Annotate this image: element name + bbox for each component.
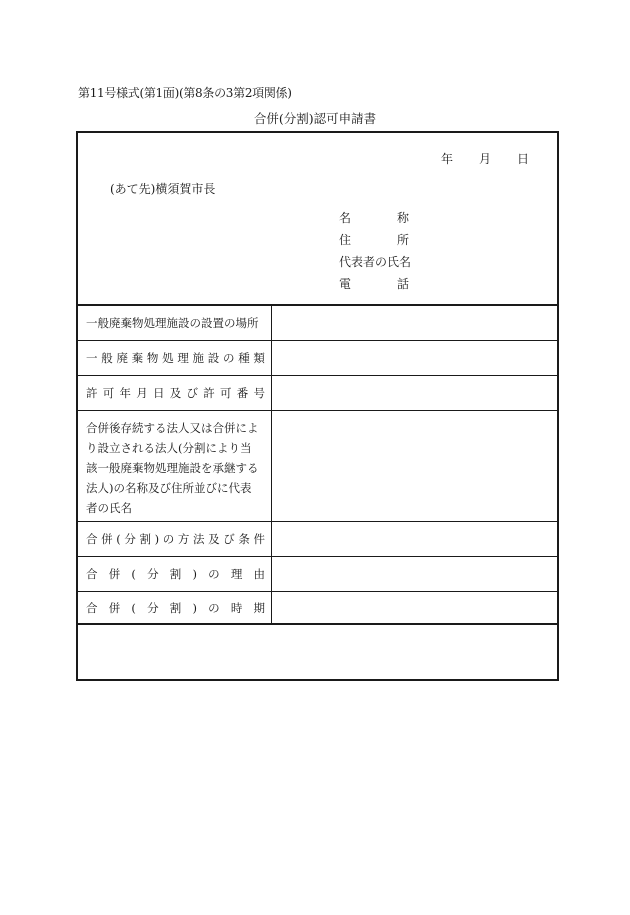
label-char: 合 <box>86 600 98 615</box>
applicant-address-field[interactable] <box>339 231 409 253</box>
successor-corporation-label <box>86 411 265 518</box>
month-label: 月 <box>478 152 491 166</box>
label-char: ( <box>116 532 121 546</box>
label-char: 分 <box>124 532 136 546</box>
label-char: 件 <box>253 532 265 546</box>
name-label-char: 称 <box>396 211 409 225</box>
label-char: 割 <box>139 532 151 546</box>
label-char: ) <box>154 532 160 546</box>
label-char: 合 <box>86 532 98 546</box>
merger-reason-label <box>86 557 265 591</box>
facility-type-label <box>86 341 265 375</box>
label-char: 般 <box>101 351 113 365</box>
label-char: 棄 <box>131 351 144 365</box>
label-char: ) <box>192 600 197 615</box>
applicant-name-field[interactable] <box>339 209 409 231</box>
label-char: 許 <box>203 386 215 400</box>
label-char: 日 <box>153 386 165 400</box>
label-char: の <box>222 351 235 365</box>
table-row <box>78 341 557 376</box>
row-label-cell <box>78 376 272 410</box>
table-row <box>78 522 557 557</box>
row-label-cell <box>78 592 272 623</box>
permit-date-number-field[interactable] <box>273 376 557 410</box>
row-label-cell <box>78 341 272 375</box>
label-char: 法 <box>193 532 205 546</box>
table-row <box>78 306 557 341</box>
label-char: 割 <box>169 567 182 581</box>
remarks-field[interactable] <box>78 624 557 679</box>
row-label-cell <box>78 306 272 340</box>
label-char: ) <box>192 567 197 581</box>
label-char: 併 <box>101 532 113 546</box>
label-char: 方 <box>177 532 190 546</box>
label-line: 該一般廃棄物処理施設を承継する <box>86 461 259 475</box>
merger-method-label <box>86 522 265 556</box>
label-char: ( <box>131 567 136 581</box>
label-char: 条 <box>238 532 250 546</box>
addressee: (あて先)横須賀市長 <box>110 182 216 196</box>
facility-type-field[interactable] <box>273 341 557 375</box>
label-char: 一 <box>86 351 98 365</box>
merger-method-field[interactable] <box>273 522 557 556</box>
applicant-representative-field[interactable] <box>339 253 412 275</box>
label-char: 及 <box>169 386 182 400</box>
label-line: 法人)の名称及び住所並びに代表 <box>86 481 252 495</box>
label-char: 処 <box>162 351 174 365</box>
label-char: 番 <box>236 386 249 400</box>
table-row <box>78 376 557 411</box>
row-label-cell <box>78 522 272 556</box>
label-char: 物 <box>146 351 159 365</box>
merger-timing-label <box>86 592 265 623</box>
successor-corporation-field[interactable] <box>273 411 557 521</box>
header-block <box>78 133 557 306</box>
applicant-block <box>339 209 412 297</box>
label-char: 併 <box>108 600 121 615</box>
label-char: 年 <box>119 386 131 400</box>
form-title: 合併(分割)認可申請書 <box>253 111 377 126</box>
label-char: 分 <box>147 567 159 581</box>
label-char: び <box>186 386 198 400</box>
label-char: 設 <box>207 351 220 365</box>
form-number: 第11号様式(第1面)(第8条の3第2項関係) <box>78 86 292 100</box>
label-char: 可 <box>220 386 232 400</box>
merger-timing-field[interactable] <box>273 592 557 623</box>
label-line: り設立される法人(分割により当 <box>86 441 252 455</box>
row-label-cell <box>78 557 272 591</box>
label-line: 合併後存続する法人又は合併によ <box>86 421 259 435</box>
label-char: 可 <box>102 386 115 400</box>
address-label-char: 住 <box>339 233 352 247</box>
label-char: ( <box>131 600 136 615</box>
label-char: 分 <box>147 600 159 615</box>
day-label: 日 <box>516 152 529 166</box>
label-char: 理 <box>177 351 189 365</box>
label-line: 者の氏名 <box>86 501 132 515</box>
phone-label-char: 話 <box>396 277 409 291</box>
label-char: 合 <box>86 567 98 581</box>
label-char: 割 <box>169 600 182 615</box>
label-char: 時 <box>230 600 243 615</box>
row-label-cell <box>78 411 272 521</box>
label-char: 由 <box>253 567 265 581</box>
label-char: 廃 <box>116 351 128 365</box>
table-row <box>78 557 557 592</box>
label-char: 理 <box>230 567 243 581</box>
label-char: 期 <box>253 600 265 615</box>
label-char: 併 <box>108 567 121 581</box>
label-char: 月 <box>136 386 148 400</box>
applicant-phone-field[interactable] <box>339 275 409 297</box>
table-row <box>78 592 557 625</box>
label-char: の <box>162 532 175 546</box>
address-label-char: 所 <box>396 233 409 247</box>
date-field[interactable] <box>441 150 529 167</box>
label-char: 号 <box>253 386 265 400</box>
year-label: 年 <box>440 152 453 166</box>
label-char: び <box>223 532 235 546</box>
table-row <box>78 411 557 522</box>
label-char: 類 <box>253 351 265 365</box>
facility-location-field[interactable] <box>273 306 557 340</box>
phone-label-char: 電 <box>339 277 352 291</box>
label-char: 及 <box>208 532 220 546</box>
merger-reason-field[interactable] <box>273 557 557 591</box>
application-form <box>76 131 559 681</box>
facility-location-label: 一般廃棄物処理施設の設置の場所 <box>86 316 259 330</box>
label-char: 許 <box>86 386 98 400</box>
name-label-char: 名 <box>339 211 352 225</box>
label-char: の <box>208 600 220 615</box>
label-char: の <box>208 567 220 581</box>
representative-label: 代表者の氏名 <box>339 255 412 269</box>
permit-date-number-label <box>86 376 265 410</box>
label-char: 種 <box>238 351 250 365</box>
label-char: 施 <box>192 351 205 365</box>
